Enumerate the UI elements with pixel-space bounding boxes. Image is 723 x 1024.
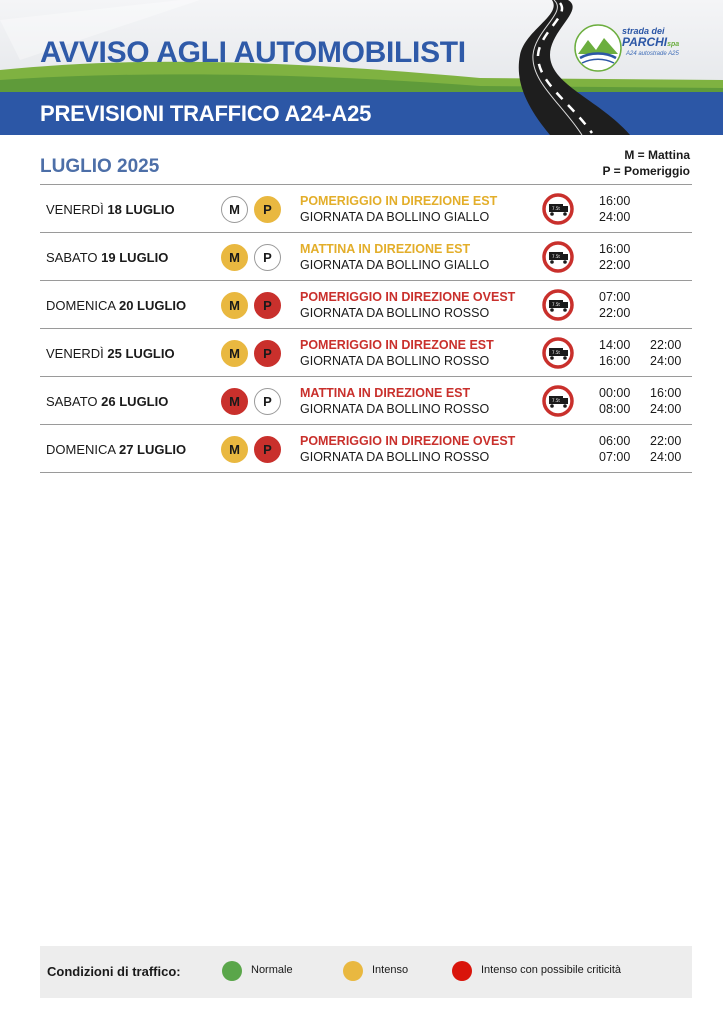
truck-ban-icon	[542, 385, 574, 417]
morning-badge: M	[221, 340, 248, 367]
header-banner	[0, 0, 723, 135]
traffic-legend	[40, 946, 692, 998]
legend-intense-dot	[343, 961, 363, 981]
bollino-text: GIORNATA DA BOLLINO ROSSO	[300, 402, 490, 416]
afternoon-badge: P	[254, 244, 281, 271]
time-start-1: 07:00	[599, 290, 631, 304]
bollino-text: GIORNATA DA BOLLINO ROSSO	[300, 354, 490, 368]
truck-ban-icon	[542, 241, 574, 273]
truck-ban-icon	[542, 193, 574, 225]
table-row	[40, 233, 692, 281]
table-row	[40, 377, 692, 425]
afternoon-badge: P	[254, 292, 281, 319]
morning-badge: M	[221, 196, 248, 223]
time-end-1: 07:00	[599, 450, 631, 464]
bollino-text: GIORNATA DA BOLLINO GIALLO	[300, 210, 490, 224]
legend-critical-label: Intenso con possibile criticità	[481, 964, 622, 976]
legend-intense-label: Intenso	[372, 964, 409, 976]
badge-key	[603, 147, 690, 179]
traffic-direction-text: POMERIGGIO IN DIREZIONE OVEST	[300, 434, 516, 448]
day-label: DOMENICA 27 LUGLIO	[46, 442, 187, 457]
bollino-text: GIORNATA DA BOLLINO GIALLO	[300, 258, 490, 272]
month-title: LUGLIO 2025	[40, 156, 160, 177]
traffic-direction-text: POMERIGGIO IN DIREZIONE OVEST	[300, 290, 516, 304]
logo-text-line3: A24 autostrade A25	[626, 51, 679, 57]
day-label: VENERDÌ 18 LUGLIO	[46, 202, 175, 217]
bollino-text: GIORNATA DA BOLLINO ROSSO	[300, 450, 490, 464]
key-afternoon: P = Pomeriggio	[602, 164, 690, 178]
day-label: SABATO 19 LUGLIO	[46, 250, 169, 265]
legend-normal-dot	[222, 961, 242, 981]
legend-normal-label: Normale	[251, 964, 293, 976]
morning-badge: M	[221, 436, 248, 463]
time-start-1: 06:00	[599, 434, 631, 448]
svg-text:7.5t: 7.5t	[552, 302, 560, 307]
traffic-direction-text: POMERIGGIO IN DIREZONE EST	[300, 338, 494, 352]
legend-title: Condizioni di traffico:	[47, 964, 181, 979]
time-start-1: 16:00	[599, 242, 631, 256]
legend-critical-dot	[452, 961, 472, 981]
day-label: VENERDÌ 25 LUGLIO	[46, 346, 175, 361]
time-start-1: 16:00	[599, 194, 631, 208]
morning-badge: M	[221, 244, 248, 271]
traffic-direction-text: POMERIGGIO IN DIREZIONE EST	[300, 194, 498, 208]
time-start-2: 16:00	[650, 386, 682, 400]
table-row	[40, 185, 692, 233]
svg-text:7.5t: 7.5t	[552, 206, 560, 211]
svg-text:7.5t: 7.5t	[552, 254, 560, 259]
bollino-text: GIORNATA DA BOLLINO ROSSO	[300, 306, 490, 320]
time-end-1: 16:00	[599, 354, 631, 368]
time-start-1: 14:00	[599, 338, 631, 352]
day-label: DOMENICA 20 LUGLIO	[46, 298, 187, 313]
afternoon-badge: P	[254, 388, 281, 415]
traffic-direction-text: MATTINA IN DIREZIONE EST	[300, 386, 471, 400]
afternoon-badge: P	[254, 340, 281, 367]
traffic-direction-text: MATTINA IN DIREZIONE EST	[300, 242, 471, 256]
afternoon-badge: P	[254, 436, 281, 463]
day-label: SABATO 26 LUGLIO	[46, 394, 169, 409]
key-morning: M = Mattina	[624, 148, 690, 162]
table-row	[40, 329, 692, 377]
logo-text-line2: PARCHIspa	[622, 35, 680, 49]
time-start-2: 22:00	[650, 434, 682, 448]
traffic-forecast-table	[40, 184, 692, 473]
logo-text-line1: strada dei	[622, 26, 665, 36]
time-end-1: 08:00	[599, 402, 631, 416]
page-title: AVVISO AGLI AUTOMOBILISTI	[40, 36, 466, 69]
svg-text:7.5t: 7.5t	[552, 350, 560, 355]
time-end-1: 22:00	[599, 258, 631, 272]
time-end-2: 24:00	[650, 354, 682, 368]
morning-badge: M	[221, 388, 248, 415]
page-subtitle: PREVISIONI TRAFFICO A24-A25	[40, 101, 372, 126]
svg-text:7.5t: 7.5t	[552, 398, 560, 403]
morning-badge: M	[221, 292, 248, 319]
truck-ban-icon	[542, 337, 574, 369]
truck-ban-icon	[542, 289, 574, 321]
time-start-1: 00:00	[599, 386, 631, 400]
time-end-1: 22:00	[599, 306, 631, 320]
time-end-2: 24:00	[650, 450, 682, 464]
table-row	[40, 281, 692, 329]
time-end-1: 24:00	[599, 210, 631, 224]
table-row	[40, 425, 692, 473]
time-start-2: 22:00	[650, 338, 682, 352]
time-end-2: 24:00	[650, 402, 682, 416]
afternoon-badge: P	[254, 196, 281, 223]
